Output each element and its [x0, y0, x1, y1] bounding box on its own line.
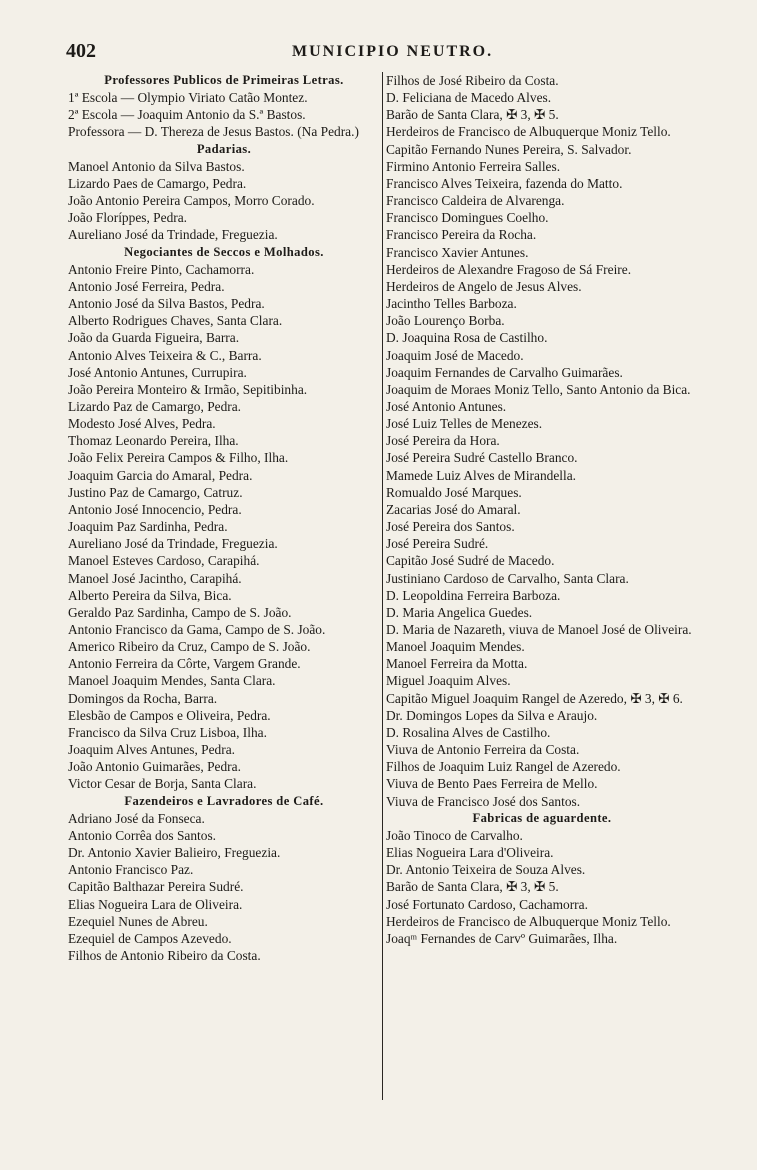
section-heading: Negociantes de Seccos e Molhados. [124, 244, 324, 259]
directory-entry: Manoel Joaquim Mendes, Santa Clara. [68, 673, 276, 689]
directory-entry: Joaquim Garcia do Amaral, Pedra. [68, 467, 253, 483]
directory-entry: Antonio Corrêa dos Santos. [68, 827, 217, 843]
directory-entry: Manoel Joaquim Mendes. [386, 639, 525, 655]
directory-entry: Joaquim Fernandes de Carvalho Guimarães. [386, 364, 623, 380]
directory-entry: Aureliano José da Trindade, Freguezia. [68, 536, 278, 552]
directory-entry: Barão de Santa Clara, ✠ 3, ✠ 5. [386, 107, 559, 123]
directory-entry: Thomaz Leonardo Pereira, Ilha. [68, 433, 239, 449]
section-heading: Padarias. [196, 141, 252, 156]
directory-entry: Herdeiros de Francisco de Albuquerque Moniz Tello. [386, 124, 671, 140]
directory-entry: Viuva de Bento Paes Ferreira de Mello. [386, 776, 598, 792]
directory-entry: Dr. Antonio Teixeira de Souza Alves. [386, 862, 586, 878]
directory-entry: Barão de Santa Clara, ✠ 3, ✠ 5. [386, 879, 559, 895]
directory-entry: Antonio José da Silva Bastos, Pedra. [68, 296, 265, 312]
directory-entry: José Antonio Antunes. [386, 398, 507, 414]
directory-entry: Elesbão de Campos e Oliveira, Pedra. [68, 707, 271, 723]
directory-entry: Antonio José Ferreira, Pedra. [68, 278, 225, 294]
directory-entry: Victor Cesar de Borja, Santa Clara. [68, 776, 257, 792]
directory-entry: Adriano José da Fonseca. [68, 810, 205, 826]
directory-entry: Mamede Luiz Alves de Mirandella. [386, 467, 577, 483]
directory-entry: José Pereira dos Santos. [386, 519, 515, 535]
directory-entry: Elias Nogueira Lara de Oliveira. [68, 896, 243, 912]
directory-entry: João Antonio Guimarães, Pedra. [68, 759, 241, 775]
directory-entry: Miguel Joaquim Alves. [386, 673, 511, 689]
directory-entry: Joaquim de Moraes Moniz Tello, Santo Antonio da Bica. [386, 381, 691, 397]
directory-entry: Romualdo José Marques. [386, 484, 522, 500]
directory-entry: João Floríppes, Pedra. [68, 210, 188, 226]
directory-entry: Manoel Ferreira da Motta. [386, 656, 528, 672]
directory-entry: D. Maria de Nazareth, viuva de Manoel José de Oliveira. [386, 622, 692, 637]
directory-entry: Herdeiros de Angelo de Jesus Alves. [386, 278, 582, 294]
directory-entry: Aureliano José da Trindade, Freguezia. [68, 227, 278, 243]
directory-entry: D. Leopoldina Ferreira Barboza. [386, 587, 561, 603]
directory-entry: Ezequiel de Campos Azevedo. [68, 930, 232, 946]
directory-entry: Manoel Antonio da Silva Bastos. [68, 158, 245, 174]
directory-entry: João Pereira Monteiro & Irmão, Sepitibinha. [68, 381, 308, 397]
directory-entry: Domingos da Rocha, Barra. [68, 690, 218, 706]
directory-entry: Antonio Ferreira da Côrte, Vargem Grande. [68, 656, 301, 672]
right-column [386, 72, 698, 947]
directory-entry: D. Feliciana de Macedo Alves. [386, 90, 552, 106]
directory-entry: Zacarias José do Amaral. [386, 501, 521, 517]
directory-entry: José Pereira Sudré. [386, 536, 489, 552]
directory-entry: Francisco Caldeira de Alvarenga. [386, 193, 565, 209]
directory-entry: Antonio Alves Teixeira & C., Barra. [68, 347, 262, 363]
directory-entry: Jacintho Telles Barboza. [386, 296, 517, 312]
directory-entry: Filhos de Antonio Ribeiro da Costa. [68, 947, 261, 963]
directory-entry: Justino Paz de Camargo, Catruz. [68, 484, 243, 500]
directory-entry: 1ª Escola — Olympio Viriato Catão Montez. [68, 90, 308, 106]
directory-entry: Viuva de Antonio Ferreira da Costa. [386, 742, 580, 758]
directory-entry: Americo Ribeiro da Cruz, Campo de S. João. [68, 639, 311, 655]
directory-entry: Capitão Balthazar Pereira Sudré. [68, 879, 244, 895]
directory-entry: Justiniano Cardoso de Carvalho, Santa Clara. [386, 570, 629, 586]
directory-entry: Firmino Antonio Ferreira Salles. [386, 158, 561, 174]
directory-entry: Joaquim José de Macedo. [386, 347, 524, 363]
section-heading: Fabricas de aguardente. [472, 810, 612, 825]
directory-entry: Filhos de José Ribeiro da Costa. [386, 73, 559, 88]
page-header [66, 40, 696, 66]
directory-entry: Francisco Xavier Antunes. [386, 244, 529, 260]
directory-entry: José Pereira Sudré Castello Branco. [386, 450, 578, 466]
directory-entry: Alberto Pereira da Silva, Bica. [68, 587, 232, 603]
directory-entry: Alberto Rodrigues Chaves, Santa Clara. [68, 313, 283, 329]
directory-entry: 2ª Escola — Joaquim Antonio da S.ª Bastos. [68, 107, 306, 123]
directory-entry: José Pereira da Hora. [386, 433, 500, 449]
left-column [68, 72, 380, 964]
directory-entry: D. Joaquina Rosa de Castilho. [386, 330, 548, 346]
directory-entry: João Antonio Pereira Campos, Morro Corado. [68, 193, 315, 209]
directory-entry: D. Maria Angelica Guedes. [386, 604, 533, 620]
directory-entry: Lizardo Paes de Camargo, Pedra. [68, 175, 247, 191]
column-divider [382, 72, 383, 1100]
directory-entry: Capitão José Sudré de Macedo. [386, 553, 555, 569]
section-heading: Fazendeiros e Lavradores de Café. [124, 793, 324, 808]
directory-entry: Ezequiel Nunes de Abreu. [68, 913, 208, 929]
directory-entry: Herdeiros de Francisco de Albuquerque Moniz Tello. [386, 913, 671, 929]
directory-entry: Capitão Fernando Nunes Pereira, S. Salvador. [386, 141, 632, 157]
directory-entry: Francisco Alves Teixeira, fazenda do Matto. [386, 175, 623, 191]
directory-entry: João da Guarda Figueira, Barra. [68, 330, 240, 346]
directory-entry: Antonio Francisco Paz. [68, 862, 194, 878]
directory-entry: Capitão Miguel Joaquim Rangel de Azeredo, ✠ 3, ✠ 6. [386, 690, 683, 706]
directory-entry: Herdeiros de Alexandre Fragoso de Sá Freire. [386, 261, 632, 277]
directory-entry: Lizardo Paz de Camargo, Pedra. [68, 398, 242, 414]
directory-entry: Filhos de Joaquim Luiz Rangel de Azeredo. [386, 759, 621, 775]
directory-entry: Antonio Francisco da Gama, Campo de S. João. [68, 622, 326, 637]
page-number: 402 [66, 40, 96, 62]
directory-entry: João Tinoco de Carvalho. [386, 827, 523, 843]
directory-entry: Manoel Esteves Cardoso, Carapihá. [68, 553, 260, 569]
directory-entry: Antonio Freire Pinto, Cachamorra. [68, 261, 255, 277]
directory-entry: João Felix Pereira Campos & Filho, Ilha. [68, 450, 289, 466]
directory-entry: José Fortunato Cardoso, Cachamorra. [386, 896, 588, 912]
directory-entry: Joaquim Paz Sardinha, Pedra. [68, 519, 228, 535]
directory-entry: Francisco da Silva Cruz Lisboa, Ilha. [68, 724, 267, 740]
directory-entry: Dr. Antonio Xavier Balieiro, Freguezia. [68, 845, 281, 861]
directory-entry: Joaquim Alves Antunes, Pedra. [68, 742, 235, 758]
directory-entry: Francisco Pereira da Rocha. [386, 227, 537, 243]
directory-entry: Francisco Domingues Coelho. [386, 210, 549, 226]
directory-entry: Manoel José Jacintho, Carapihá. [68, 570, 242, 586]
directory-entry: Viuva de Francisco José dos Santos. [386, 793, 581, 809]
directory-entry: José Antonio Antunes, Currupira. [68, 364, 247, 380]
directory-entry: Elias Nogueira Lara d'Oliveira. [386, 845, 554, 861]
directory-entry: Dr. Domingos Lopes da Silva e Araujo. [386, 707, 598, 723]
directory-entry: Professora — D. Thereza de Jesus Bastos. (Na Pedra.) [68, 124, 359, 140]
section-heading: Professores Publicos de Primeiras Letras. [104, 73, 344, 87]
running-title: MUNICIPIO NEUTRO. [292, 43, 494, 60]
directory-entry: Antonio José Innocencio, Pedra. [68, 501, 242, 517]
directory-entry: Modesto José Alves, Pedra. [68, 416, 216, 432]
directory-entry: Joaqᵐ Fernandes de Carvº Guimarães, Ilha. [386, 930, 618, 946]
directory-entry: D. Rosalina Alves de Castilho. [386, 724, 551, 740]
directory-entry: João Lourenço Borba. [386, 313, 505, 329]
directory-entry: José Luiz Telles de Menezes. [386, 416, 543, 432]
directory-entry: Geraldo Paz Sardinha, Campo de S. João. [68, 604, 292, 620]
